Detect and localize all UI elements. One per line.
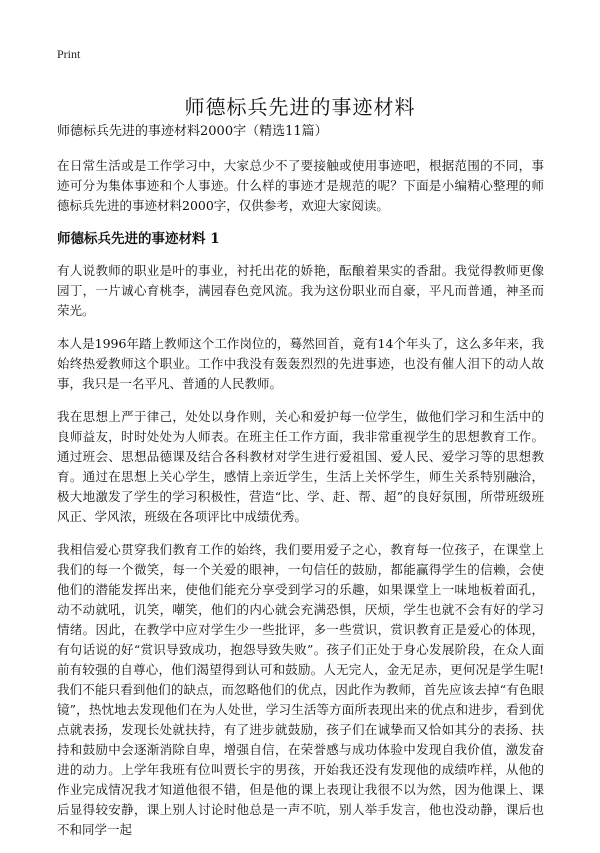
intro-paragraph: 在日常生活或是工作学习中，大家总少不了要接触或使用事迹吧，根据范围的不同，事迹可分为集体事迹和个人事迹。什么样的事迹才是规范的呢？下面是小编精心整理的师德标兵先进的事迹材料2000字，仅供参考，欢迎大家阅读。: [57, 158, 544, 213]
document-body: [57, 122, 544, 853]
document-subtitle: 师德标兵先进的事迹材料2000字（精选11篇）: [57, 124, 328, 139]
section-heading: 师德标兵先进的事迹材料 1: [57, 231, 220, 247]
print-link[interactable]: Print: [57, 47, 81, 61]
body-paragraph: 本人是1996年踏上教师这个工作岗位的，蓦然回首，竟有14个年头了，这么多年来，我始终热爱教师这个职业。工作中我没有轰轰烈烈的先进事迹，也没有催人泪下的动人故事，我只是一名平凡、普通的人民教师。: [57, 336, 544, 391]
body-paragraph: 我在思想上严于律己，处处以身作则，关心和爱护每一位学生，做他们学习和生活中的良师益友，时时处处为人师表。在班主任工作方面，我非常重视学生的思想教育工作。通过班会、思想品德课及结合各科教材对学生进行爱祖国、爱人民、爱学习等的思想教育。通过在思想上关心学生，感情上亲近学生，生活上关怀学生，师生关系特别融洽，极大地激发了学生的学习积极性，营造“比、学、赶、帮、超”的良好氛围，所带班级班风正、学风浓，班级在各项评比中成绩优秀。: [57, 409, 544, 524]
document-title: 师德标兵先进的事迹材料: [184, 95, 416, 120]
body-paragraph: 我相信爱心贯穿我们教育工作的始终，我们要用爱子之心，教育每一位孩子，在课堂上我们的每一个微笑，每一个关爱的眼神，一句信任的鼓励，都能赢得学生的信赖，会使他们的潜能发挥出来，使他们能充分享受到学习的乐趣，如果课堂上一味地板着面孔，动不动就吼，讥笑，嘲笑，他们的内心就会充满恐惧，厌烦，学生也就不会有好的学习情绪。因此，在教学中应对学生少一些批评，多一些赏识，赏识教育正是爱心的体现，有句话说的好“赏识导致成功，抱怨导致失败”。孩子们正处于身心发展阶段，在众人面前有较强的自尊心，他们渴望得到认可和鼓励。人无完人，金无足赤，更何况是学生呢!我们不能只看到他们的缺点，而忽略他们的优点，因此作为教师，首先应该去掉“有色眼镜”，热忱地去发现他们在为人处世，学习生活等方面所表现出来的优点和进步，看到优点就表扬，发现长处就扶持，有了进步就鼓励，孩子们在诚挚而又恰如其分的表扬、扶持和鼓励中会逐渐消除自卑，增强自信，在荣誉感与成功体验中发现自我价值，激发奋进的动力。上学年我班有位叫贾长宇的男孩，开始我还没有发现他的成绩咋样，从他的作业完成情况我才知道他很不错，但是他的课上表现让我很不以为然，因为他课上、课后显得较安静，课上别人讨论时他总是一声不吭，别人举手发言，他也没动静，课后也不和同学一起: [57, 542, 544, 837]
body-paragraph: 有人说教师的职业是叶的事业，衬托出花的娇艳，酝酿着果实的香甜。我觉得教师更像园丁，一片诚心育桃李，满园春色竞风流。我为这份职业而自豪，平凡而普通，神圣而荣光。: [57, 263, 544, 318]
